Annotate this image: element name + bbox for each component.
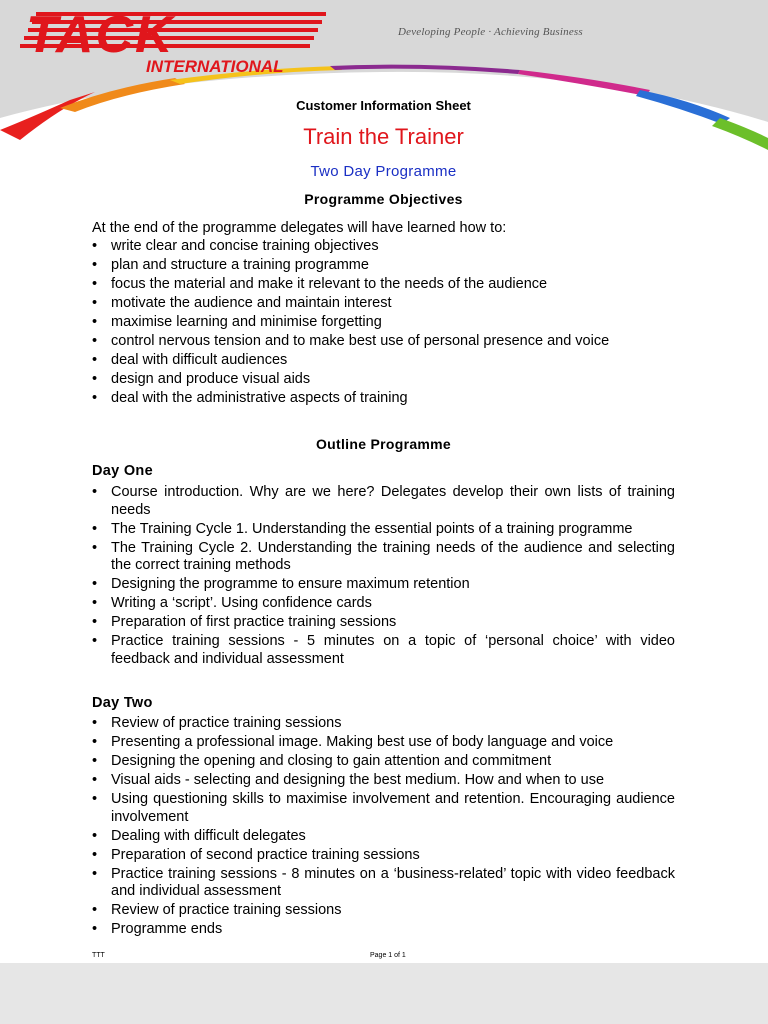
list-item: • Designing the programme to ensure maximum retention — [92, 576, 675, 594]
footer-code: TTT — [92, 952, 105, 959]
list-item: • The Training Cycle 2. Understanding the training needs of the audience and selecting the correct training methods — [92, 540, 675, 575]
footer-page-number: Page 1 of 1 — [370, 952, 406, 959]
list-item: • Using questioning skills to maximise involvement and retention. Encouraging audience involvement — [92, 791, 675, 826]
list-item: • Practice training sessions - 5 minutes on a topic of ‘personal choice’ with video feedback and individual assessment — [92, 633, 675, 668]
day-two-heading: Day Two — [92, 695, 153, 711]
list-item: • Writing a ‘script’. Using confidence cards — [92, 595, 675, 613]
list-item: • Programme ends — [92, 921, 675, 939]
info-sheet-label: Customer Information Sheet — [296, 98, 471, 113]
day-one-list — [92, 484, 675, 670]
page-bottom-band — [0, 963, 768, 1024]
list-item: • Dealing with difficult delegates — [92, 828, 675, 846]
objective-item: • control nervous tension and to make best use of personal presence and voice — [92, 332, 675, 351]
list-item: • Practice training sessions - 8 minutes on a ‘business-related’ topic with video feedback and individual assessment — [92, 866, 675, 901]
logo-subtext: INTERNATIONAL — [146, 57, 284, 76]
outline-heading: Outline Programme — [315, 436, 452, 452]
list-item: • Designing the opening and closing to gain attention and commitment — [92, 753, 675, 771]
page-title: Train the Trainer — [303, 124, 464, 149]
list-item: • Review of practice training sessions — [92, 902, 675, 920]
objectives-intro: At the end of the programme delegates will have learned how to: — [92, 220, 507, 236]
objective-item: • write clear and concise training objectives — [92, 237, 675, 256]
list-item: • Course introduction. Why are we here? Delegates develop their own lists of training needs — [92, 484, 675, 519]
day-two-list — [92, 715, 675, 940]
objective-item: • motivate the audience and maintain interest — [92, 294, 675, 313]
list-item: • Visual aids - selecting and designing the best medium. How and when to use — [92, 772, 675, 790]
objectives-list — [92, 237, 675, 408]
objective-item: • plan and structure a training programme — [92, 256, 675, 275]
list-item: • Preparation of second practice training sessions — [92, 847, 675, 865]
header-tagline: Developing People · Achieving Business — [398, 26, 583, 38]
page-subtitle: Two Day Programme — [310, 163, 457, 180]
objectives-heading: Programme Objectives — [304, 191, 463, 207]
list-item: • Preparation of first practice training sessions — [92, 614, 675, 632]
list-item: • Review of practice training sessions — [92, 715, 675, 733]
logo-wordmark: TACK — [26, 8, 175, 64]
objective-item: • focus the material and make it relevant to the needs of the audience — [92, 275, 675, 294]
tack-international-logo — [18, 8, 333, 78]
objective-item: • maximise learning and minimise forgetting — [92, 313, 675, 332]
objective-item: • deal with the administrative aspects of training — [92, 389, 675, 408]
day-one-heading: Day One — [92, 463, 153, 479]
list-item: • The Training Cycle 1. Understanding the essential points of a training programme — [92, 521, 675, 539]
objective-item: • design and produce visual aids — [92, 370, 675, 389]
list-item: • Presenting a professional image. Making best use of body language and voice — [92, 734, 675, 752]
objective-item: • deal with difficult audiences — [92, 351, 675, 370]
